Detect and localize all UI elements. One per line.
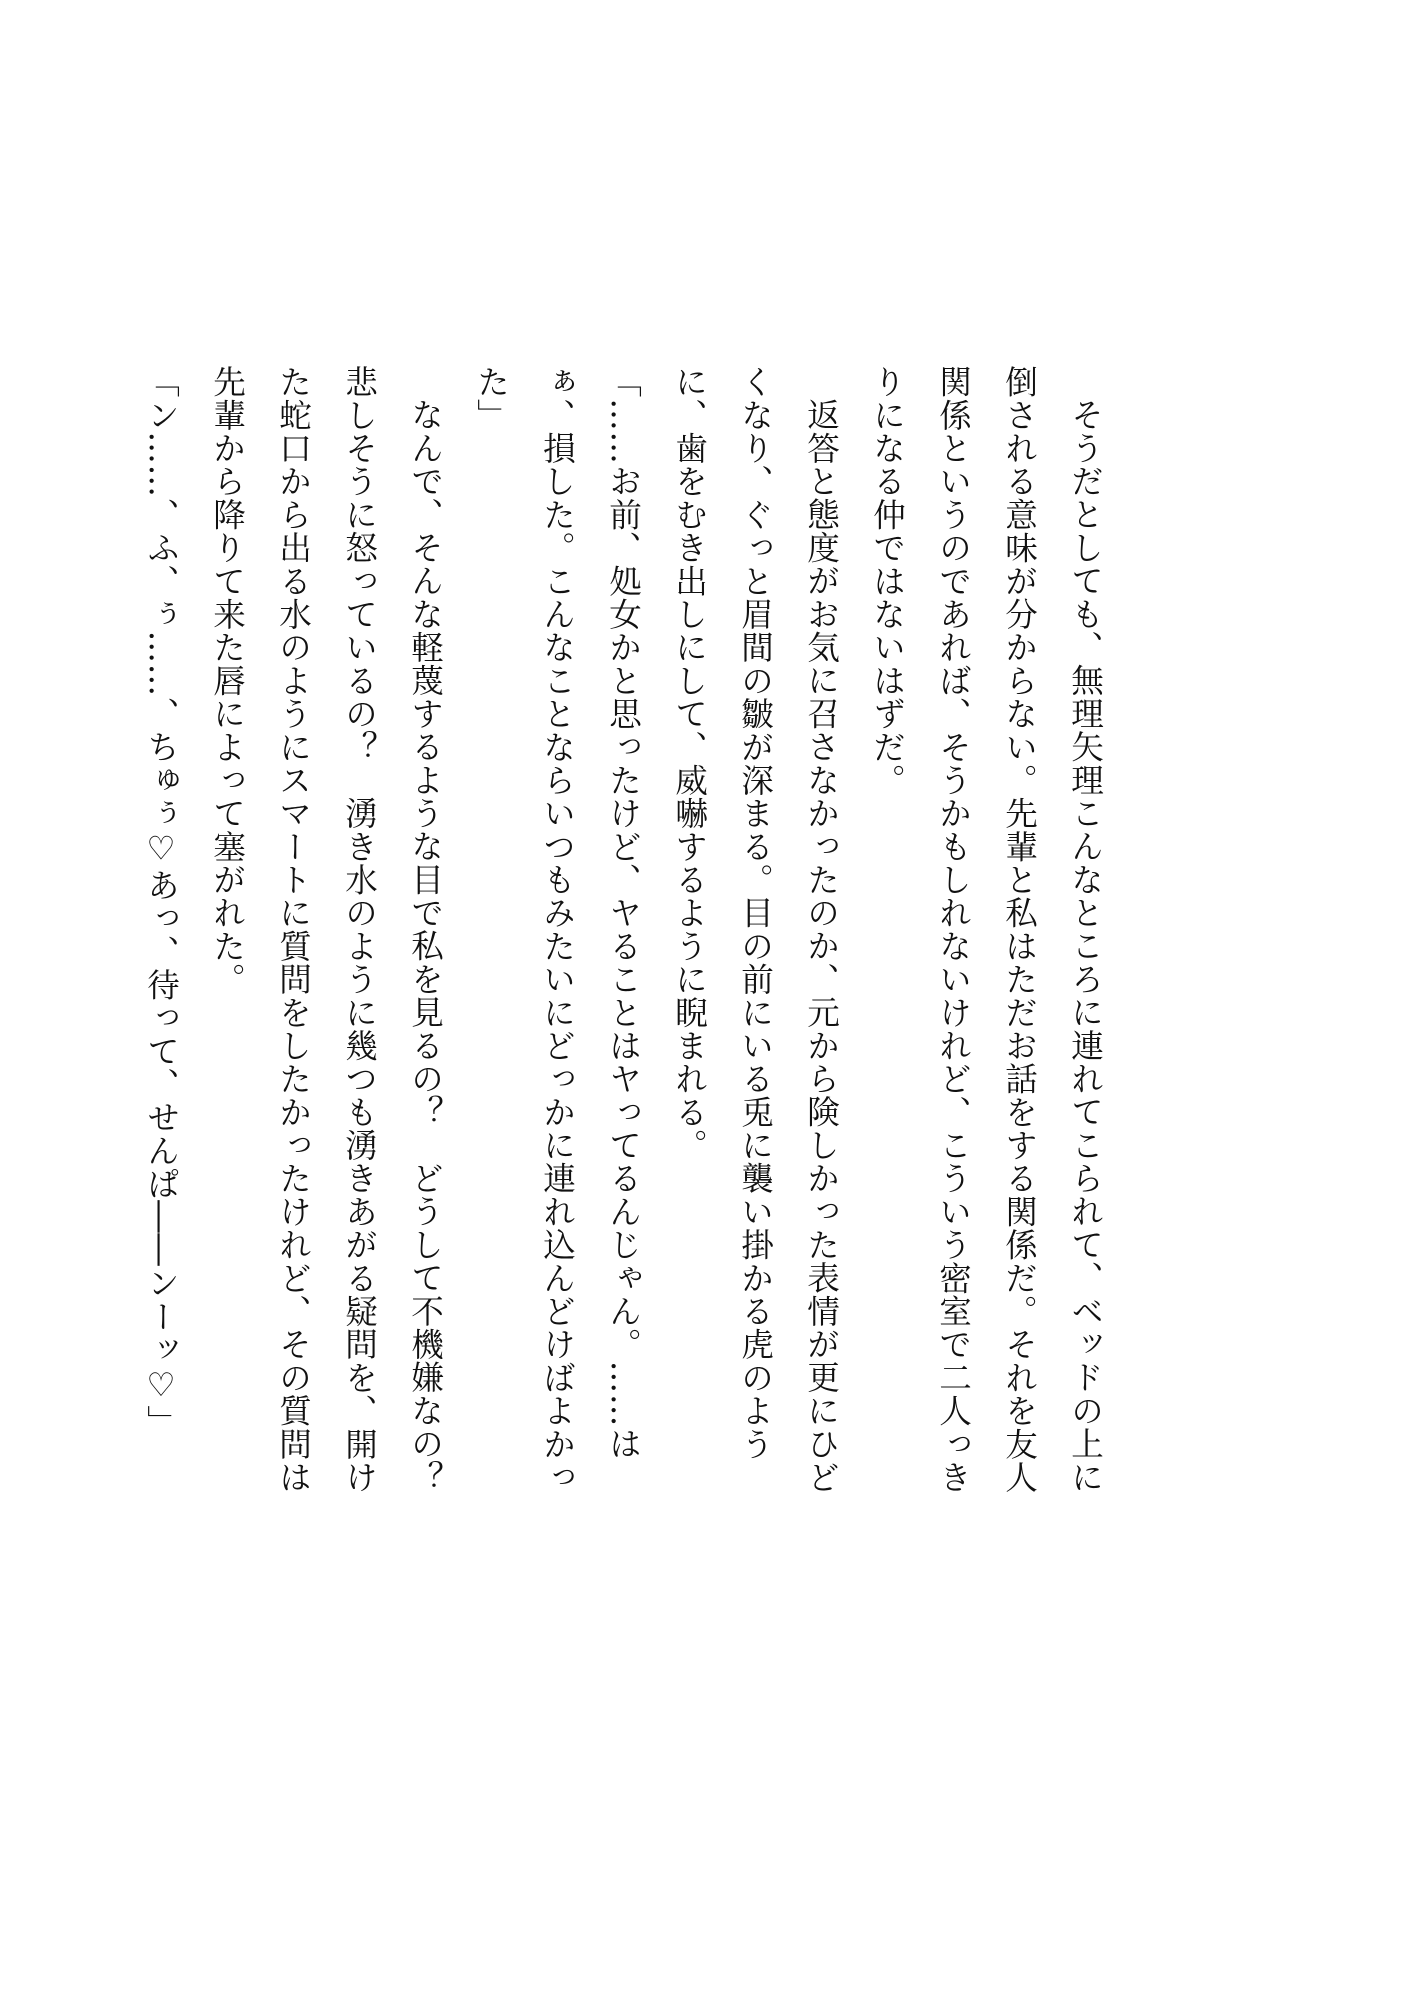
paragraph-3: なんで、そんな軽蔑するような目で私を見るの？ どうして不機嫌なの？ 悲しそうに怒っているの？ 湧き水のように幾つも湧きあがる疑問を、開けた蛇口から出る水のようにスマートに質問をしたかったけれど、その質問は先輩から降りて来た唇によって塞がれた。 [208,365,444,1527]
paragraph-2: 返答と態度がお気に召さなかったのか、元から険しかった表情が更にひどくなり、ぐっと眉間の皺が深まる。目の前にいる兎に襲い掛かる虎のように、歯をむき出しにして、威嚇するように睨まれる。 [670,365,840,1493]
dialogue-line-2: 「ン……、ふ、ぅ……、ちゅぅ♡あっ、待って、せんぱ――ンーッ♡」 [142,365,180,1438]
dialogue-line-1: 「……お前、処女かと思ったけど、ヤることはヤってるんじゃん。……はぁ、損した。こんなことならいつもみたいにどっかに連れ込んどけばよかった」 [472,365,642,1494]
paragraph-1: そうだとしても、無理矢理こんなところに連れてこられて、ベッドの上に倒される意味が分からない。先輩と私はただお話をする関係だ。それを友人関係というのであれば、そうかもしれないけれど、こういう密室で二人っきりになる仲ではないはずだ。 [868,365,1104,1494]
vertical-text-block [128,365,1118,1527]
